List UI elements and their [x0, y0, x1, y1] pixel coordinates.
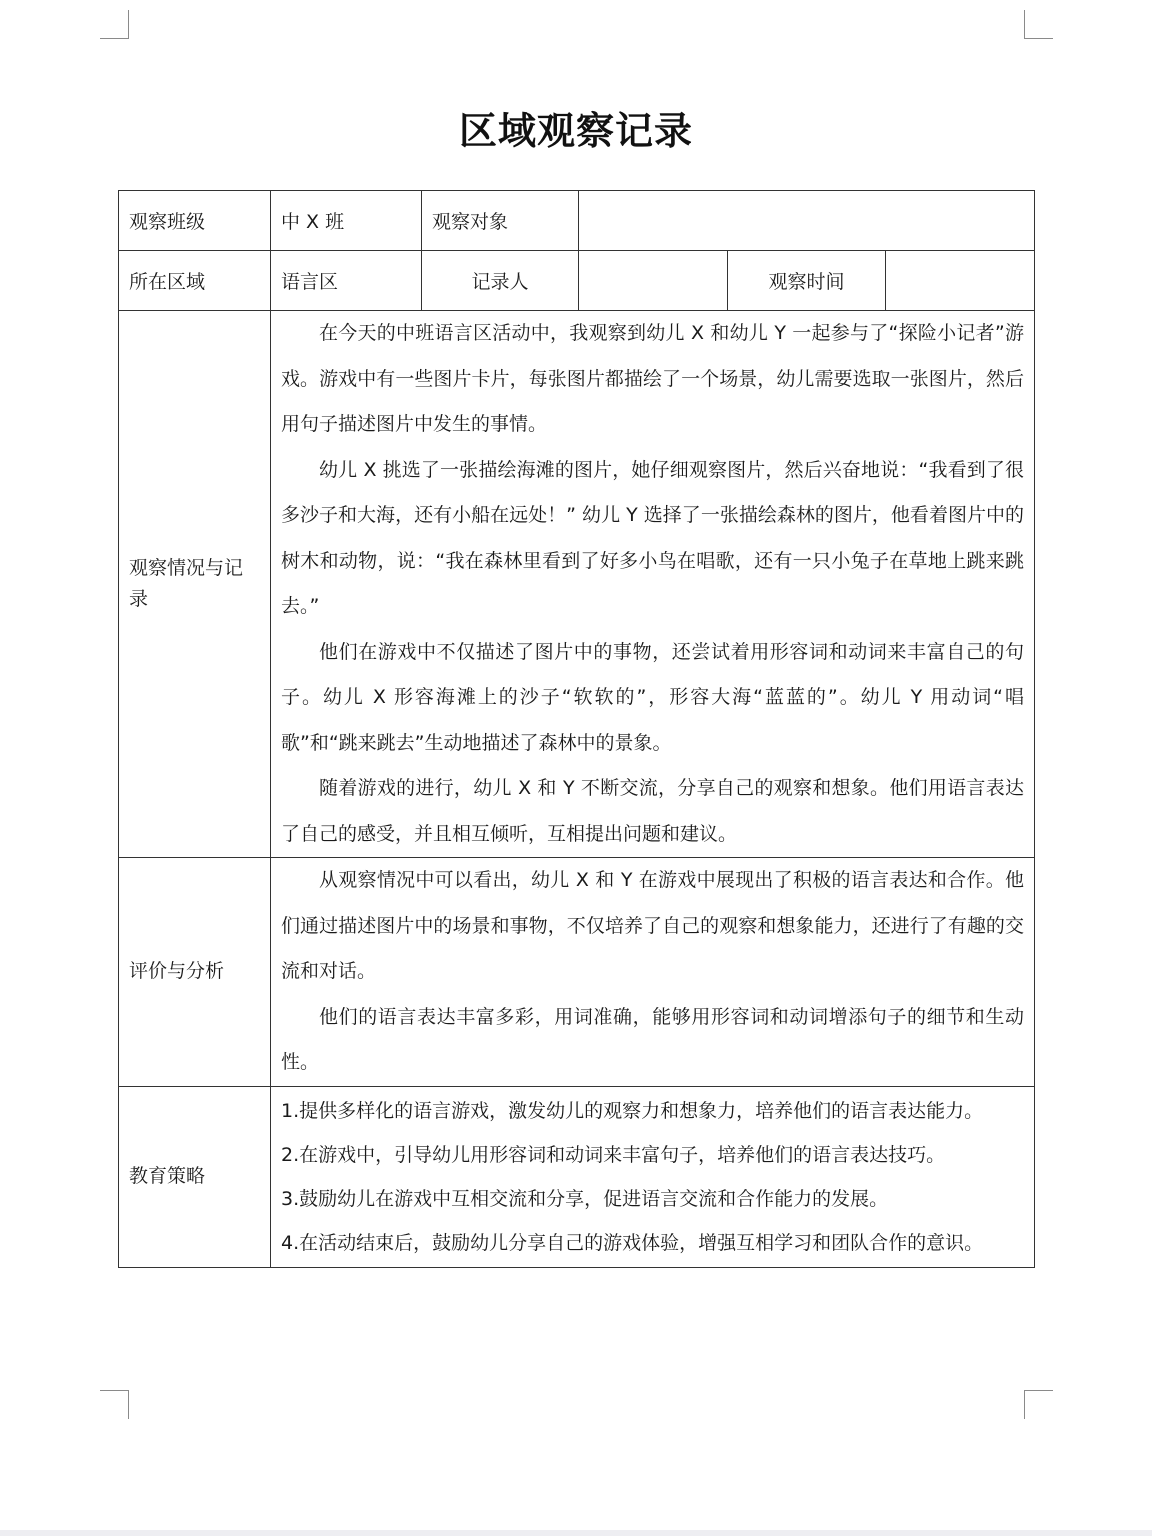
table-row: [119, 858, 1035, 1087]
strategy-label: 教育策略: [119, 1086, 271, 1267]
area-value: 语言区: [271, 251, 422, 311]
observation-paragraph: 在今天的中班语言区活动中，我观察到幼儿 X 和幼儿 Y 一起参与了“探险小记者”游戏。游戏中有一些图片卡片，每张图片都描绘了一个场景，幼儿需要选取一张图片，然后用句子描述图片中发生的事情。: [281, 322, 1024, 435]
page-bottom-edge: [0, 1530, 1152, 1536]
time-label: 观察时间: [728, 251, 886, 311]
subject-value: [579, 191, 1035, 251]
crop-mark-top-right: [1024, 10, 1053, 39]
strategy-content: [271, 1086, 1035, 1267]
observation-paragraph: 他们在游戏中不仅描述了图片中的事物，还尝试着用形容词和动词来丰富自己的句子。幼儿 X 形容海滩上的沙子“软软的”，形容大海“蓝蓝的”。幼儿 Y 用动词“唱歌”和“跳来跳去”生动地描述了森林中的景象。: [281, 640, 1024, 754]
recorder-label: 记录人: [422, 251, 579, 311]
document-title: 区域观察记录: [458, 109, 693, 153]
evaluation-paragraph: 他们的语言表达丰富多彩，用词准确，能够用形容词和动词增添句子的细节和生动性。: [281, 1005, 1024, 1073]
table-row: [119, 311, 1035, 858]
crop-mark-bottom-left: [100, 1390, 129, 1419]
observation-paragraph: 随着游戏的进行，幼儿 X 和 Y 不断交流，分享自己的观察和想象。他们用语言表达了自己的感受，并且相互倾听，互相提出问题和建议。: [281, 777, 1024, 845]
table-row: [119, 191, 1035, 251]
area-label: 所在区域: [119, 251, 271, 311]
crop-mark-top-left: [100, 10, 129, 39]
observation-paragraph: 幼儿 X 挑选了一张描绘海滩的图片，她仔细观察图片，然后兴奋地说：“我看到了很多沙子和大海，还有小船在远处！” 幼儿 Y 选择了一张描绘森林的图片，他看着图片中的树木和动物，说：“我在森林里看到了好多小鸟在唱歌，还有一只小兔子在草地上跳来跳去。”: [281, 458, 1024, 617]
observation-content: [271, 311, 1035, 858]
observation-record-table: [118, 190, 1035, 1268]
observation-label: 观察情况与记录: [119, 311, 271, 858]
strategy-item: 4.在活动结束后，鼓励幼儿分享自己的游戏体验，增强互相学习和团队合作的意识。: [281, 1231, 984, 1254]
table-row: [119, 1086, 1035, 1267]
evaluation-label: 评价与分析: [119, 858, 271, 1087]
strategy-item: 1.提供多样化的语言游戏，激发幼儿的观察力和想象力，培养他们的语言表达能力。: [281, 1099, 984, 1122]
evaluation-content: [271, 858, 1035, 1087]
class-value: 中 X 班: [271, 191, 422, 251]
subject-label: 观察对象: [422, 191, 579, 251]
crop-mark-bottom-right: [1024, 1390, 1053, 1419]
table-row: [119, 251, 1035, 311]
class-label: 观察班级: [119, 191, 271, 251]
time-value: [886, 251, 1035, 311]
recorder-value: [579, 251, 728, 311]
evaluation-paragraph: 从观察情况中可以看出，幼儿 X 和 Y 在游戏中展现出了积极的语言表达和合作。他们通过描述图片中的场景和事物，不仅培养了自己的观察和想象能力，还进行了有趣的交流和对话。: [281, 869, 1024, 982]
strategy-item: 2.在游戏中，引导幼儿用形容词和动词来丰富句子，培养他们的语言表达技巧。: [281, 1143, 946, 1166]
strategy-item: 3.鼓励幼儿在游戏中互相交流和分享，促进语言交流和合作能力的发展。: [281, 1187, 889, 1210]
